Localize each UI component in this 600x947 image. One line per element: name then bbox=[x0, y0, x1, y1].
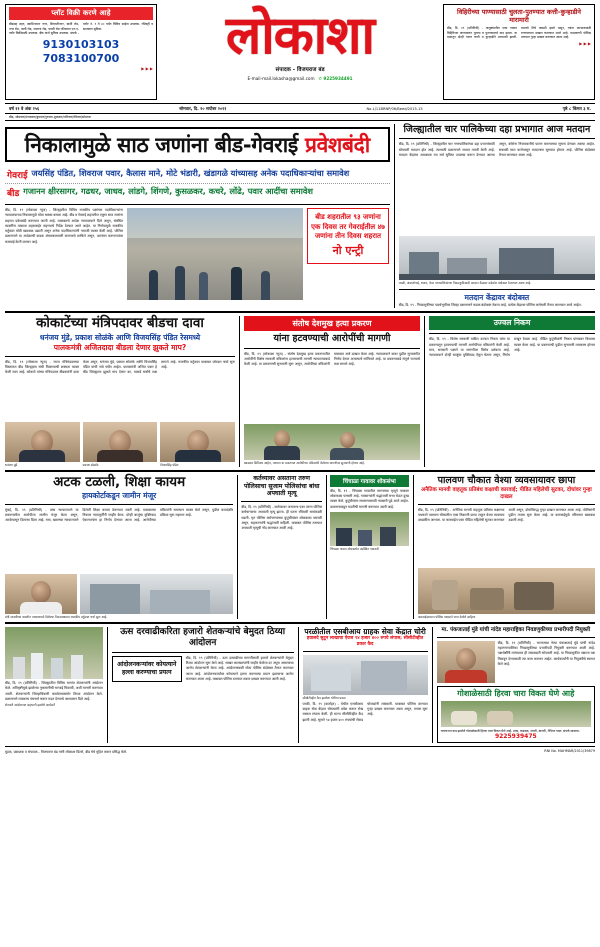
band3-col2-sub: हवालदे सुटून लाखाचा ऐवज ९४ हजार ४०० रुपये लंपास; सीसीटीव्हीत प्रकार कैद bbox=[306, 636, 424, 647]
bottom-ad-body: गायरानात वाढ झालेले गोशाळेसाठी हिरवा चारा विकत घेणे आहे. मका, कडवळ, ज्वारी, बाजरी, नेपियर गवत. संपर्क साधावा. bbox=[440, 728, 580, 733]
lead-noentry: नो एन्ट्री bbox=[332, 244, 364, 258]
contact-line bbox=[157, 76, 443, 81]
mid-center-kicker: संतोष देशमुख हत्या प्रकरण bbox=[244, 316, 420, 331]
band2-left-story bbox=[5, 475, 233, 619]
band3-left-photo bbox=[5, 627, 103, 679]
mid-left-portraits bbox=[5, 422, 235, 467]
mid-center-story bbox=[239, 316, 420, 467]
mid-center-headline: यांना हटवण्याची आरोपींची मागणी bbox=[273, 333, 391, 345]
lead-redbox-text: बीड शहरातील ९३ जणांना एक दिवस तर गेवराईतील ४७ जणांना तीन दिवस शहरात bbox=[311, 213, 385, 241]
band2-left-subhead: हायकोर्टाकडून जामीन मंजूर bbox=[82, 491, 157, 501]
band3-right-headline: मा. पंकजाताई मुंडे यांची नांदेड महाराष्ट्रिका निवडणुकीच्या प्रभारीपदी नियुक्ती bbox=[441, 627, 591, 634]
band3-col2 bbox=[298, 627, 428, 743]
editor-line: संपादक - विजयराज बंड bbox=[275, 67, 325, 74]
band3-right bbox=[432, 627, 595, 743]
top-right-photo bbox=[399, 236, 595, 280]
lead-headline-accent: प्रवेशबंदी bbox=[304, 133, 370, 157]
lead-photo-wrap bbox=[127, 208, 303, 300]
band2-left-headline: अटक टळली, शिक्षा कायम bbox=[53, 473, 186, 490]
band3-col2-body: परळी, दि. १९ (वार्ताहर) - येथील एसबीआय ग्राहक सेवा केंद्रात चोरट्यांनी प्रवेश करून रोख रक्कम लंपास केली. ही घटना सीसीटीव्हीत कैद झाली आहे. सुमारे ९४ हजार ४०० रुपयांची रोकड चोरट्यांनी लांबवली. याबाबत पोलिस ठाण्यात गुन्हा दाखल करण्यात आला असून, तपास सुरू आहे. bbox=[302, 701, 428, 722]
portrait-3 bbox=[160, 422, 235, 462]
issue-volume: वर्ष ११ वे अंक २५६ bbox=[9, 105, 40, 111]
lead-subheads bbox=[5, 166, 390, 201]
band3-right-body: बीड, दि. १९ (प्रतिनिधी) - भाजपच्या नेत्या पंकजाताई मुंडे यांची नांदेड महानगरपालिका निवडणुकीच्या प्रभारीपदी नियुक्ती करण्यात आली आहे. पक्षश्रेष्ठींनी त्यांच्यावर ही जबाबदारी सोपवली आहे. या निवडणुकीत पक्षाला यश मिळवून देण्यासाठी त्या काम करणार आहेत. कार्यकर्त्यांनी या नियुक्तीचे स्वागत केले आहे. bbox=[497, 640, 595, 666]
band2-right-caption: कारवाईदरम्यान पोलिस पथकाने जप्त केलेले साहित्य bbox=[417, 614, 476, 619]
band3-center-box: आंदोलनकऱ्यांवर कोयत्याने हल्ला करण्याचा प्रयत्न bbox=[112, 656, 182, 682]
masthead bbox=[5, 4, 595, 100]
lead-photo bbox=[127, 208, 303, 300]
top-right-subbody: बीड, दि. १९ - निवडणुकीच्या पार्श्वभूमीवर जिल्हा प्रशासनाने कडक बंदोबस्त ठेवला आहे. प्रत्येक केंद्रावर पोलिस कर्मचारी तैनात करण्यात आले आहेत. bbox=[398, 303, 582, 308]
portrait-1 bbox=[5, 422, 80, 462]
band2-col1-body: बीड, दि. १९ (प्रतिनिधी) - कर्तव्यावर असताना एका तरुण पोलिस कर्मचाऱ्याचा अपघाती मृत्यू झाला. ही घटना रविवारी सायंकाळी घडली. मृत पोलिस कर्मचाऱ्याच्या कुटुंबीयांवर शोककळा पसरली असून, सहकाऱ्यांनी श्रद्धांजली वाहिली. याबाबत पोलिस ठाण्यात अपघाती मृत्यूची नोंद करण्यात आली आहे. bbox=[241, 505, 323, 531]
issue-date: सोमवार, दि. २० सप्टेंबर २०२१ bbox=[179, 105, 227, 111]
mid-center-caption: खासदार सिनिअर आहेत, न्यायात या प्रकरणात आरोपींच्या वकिलांनी केलेल्या मागणीवर सुनावणी होणार आहे. bbox=[244, 460, 365, 465]
lead-sub-text-beed: गजानन क्षीरसागर, गढधर, जाधव, लांडगे, शिंगणे, कुसळकर, कचरे, लोंढे, पवार आदींचा समावेश bbox=[23, 186, 313, 197]
band3-center-headline: ऊस दरवाढीकरिता हजारो शेतकऱ्यांचे बेमुदत ठिय्या आंदोलन bbox=[120, 627, 286, 648]
lead-region bbox=[5, 124, 595, 308]
band2-col2-body: बीड, दि. १९ - चिंचाळा गावातील तरुणाच्या मृत्यूने गावावर शोककळा पसरली आहे. गावकऱ्यांनी श्रद्धांजली सभा घेऊन दुःख व्यक्त केले. कुटुंबीयांना सावरण्यासाठी गावकरी पुढे आले आहेत. प्रशासनाकडून मदतीची मागणी करण्यात आली आहे. bbox=[330, 488, 409, 509]
issue-regd: No-L/11BRNP/06/Beed/2015-15 bbox=[366, 106, 423, 111]
mid-band bbox=[5, 316, 595, 467]
lead-sub-tag-gevrai: गेवराई bbox=[7, 171, 28, 182]
band3-center-body: बीड, दि. १९ (प्रतिनिधी) - ऊस दरवाढीच्या मागणीसाठी हजारो शेतकऱ्यांनी बेमुदत ठिय्या आंदोलन सुरू केले आहे. साखर कारखान्यांनी जाहीर केलेला दर अपुरा असल्याचा आरोप शेतकऱ्यांनी केला आहे. आंदोलनस्थळी मोठा पोलिस बंदोबस्त तैनात करण्यात आला आहे. आंदोलनकर्त्यांवर कोयत्याने हल्ला करण्याचा प्रयत्न झाल्याचा आरोप करण्यात आला आहे. याबाबत पोलिस ठाण्यात तक्रार दाखल करण्यात आली आहे. bbox=[185, 655, 294, 681]
masthead-center bbox=[157, 4, 443, 100]
portrait-1-name: धनंजय मुंडे bbox=[5, 462, 18, 467]
band3-left-body: बीड, दि. १९ (प्रतिनिधी) - जिल्ह्यातील विविध भागांत शेतकऱ्यांनी आंदोलन केले. अतिवृष्टीमुळे झालेल्या नुकसानीची भरपाई मिळावी, अशी मागणी करण्यात आली. शेतकऱ्यांनी जिल्हाधिकारी कार्यालयासमोर ठिय्या आंदोलन केले. प्रशासनाने लवकरच पंचनामे करून मदत देण्याचे आश्वासन दिले आहे. bbox=[5, 681, 103, 701]
mid-left-subhead: धनंजय मुंडे, प्रकाश सोळंके आणि विजयसिंह पंडित रेसमध्ये bbox=[39, 332, 201, 342]
portrait-2-name: प्रकाश सोळंके bbox=[82, 462, 99, 467]
lead-sub-row-2 bbox=[5, 184, 390, 201]
issue-strip bbox=[5, 103, 595, 114]
footer-rni: RNI No. MAHMAR/2011/39879 bbox=[544, 748, 595, 753]
lead-headline bbox=[11, 133, 384, 157]
band2-right-headline: पालवण चौकात वेश्या व्यवसायावर छापा bbox=[437, 474, 576, 486]
right-ad-headline: विहिरीच्या पाण्यासाठी चुलता-पुतण्यात कत्ती-कुन्हाडीने मारामारी bbox=[457, 8, 581, 24]
band2-col1 bbox=[237, 475, 322, 619]
masthead-left-ad bbox=[5, 4, 157, 100]
masthead-right-ad bbox=[443, 4, 595, 100]
band2-right-story bbox=[413, 475, 595, 619]
portrait-3-name: विजयसिंह पंडित bbox=[160, 462, 179, 467]
bottom-ad-title: गोशाळेसाठी हिरवा चारा विकत घेणे आहे bbox=[457, 688, 575, 698]
mid-left-story bbox=[5, 316, 235, 467]
band3-right-photo bbox=[437, 641, 495, 683]
band2-col2-kicker: चिंचाळा गावावर शोकसंभा bbox=[330, 475, 409, 487]
right-ad-body: बीड, दि. १९ (प्रतिनिधी) - तालुक्यातील एका गावात विहिरीच्या पाण्यावरुन चुलता व पुतण्यामध्ये वाद झाला. या वादातून दोन्ही गटात कत्ती व कुन्हाडीने मारामारी झाली. यामध्ये तिघे जखमी झाले असून, त्यांना उपचारासाठी रुग्णालयात दाखल करण्यात आले आहे. याप्रकरणी पोलिस ठाण्यात गुन्हा दाखल करण्यात आला आहे. bbox=[447, 26, 591, 40]
lead-redbox bbox=[307, 208, 389, 264]
page-footer bbox=[5, 746, 595, 754]
band2 bbox=[5, 475, 595, 619]
issue-pages-price: पृष्ठे ८ किंमत ३ रु. bbox=[562, 105, 591, 111]
band2-col2-photo bbox=[330, 512, 409, 546]
mid-right-story bbox=[424, 316, 595, 467]
mid-left-body: बीड, दि. १९ (लोकाशा न्यूज) - राज्य मंत्रिमंडळाच्या विस्तारात बीड जिल्ह्याला संधी मिळण्याची शक्यता व्यक्त केली जात आहे. कोकाटे यांच्या मंत्रिपदावर बीडकरांनी दावा केला असून, धनंजय मुंडे, प्रकाश सोळंके आणि विजयसिंह पंडित यांची नावे चर्चेत आहेत. पालकमंत्री अजित पवार हे बीड जिल्ह्याला झुकते माप देणार का, याकडे सर्वांचे लक्ष लागले आहे. राजकीय वर्तुळात याबाबत जोरदार चर्चा सुरू आहे. bbox=[5, 359, 235, 375]
mid-center-body: बीड, दि. १९ (लोकाशा न्यूज) - संतोष देशमुख हत्या प्रकरणातील आरोपींनी विशेष सरकारी वकिलांना हटवण्याची मागणी न्यायालयाकडे केली आहे. या प्रकरणाची सुनावणी सुरू असून, आरोपींच्या वकिलांनी याबाबत अर्ज दाखल केला आहे. न्यायालयाने यावर पुढील सुनावणीत निर्णय देणार असल्याचे सांगितले आहे. या प्रकरणाकडे संपूर्ण राज्याचे लक्ष लागले आहे. bbox=[244, 351, 420, 367]
mid-right-headline: उज्वल निकम bbox=[429, 316, 595, 330]
band2-left-photo-2 bbox=[80, 574, 233, 614]
band3-left-caption: शेतकरी आंदोलनात सहभागी झालेले कार्यकर्ते bbox=[5, 703, 55, 708]
left-ad-phone-2: 7083100700 bbox=[42, 52, 120, 66]
whatsapp-number: 9225934491 bbox=[323, 76, 353, 82]
band2-right-subhead: अनैतिक मानवी वाहतूक प्रतिबंध कक्षाची कारवाई; पीडित महिलेची सुटका, दोघांवर गुन्हा दाखल bbox=[421, 487, 592, 501]
band3-col2-photo bbox=[303, 655, 428, 695]
top-right-subheadline: मतदान केंद्रावर बंदोबस्त bbox=[464, 292, 530, 302]
band2-right-photo bbox=[418, 568, 595, 614]
mid-left-headline: कोकाटेंच्या मंत्रिपदावर बीडचा दावा bbox=[36, 315, 204, 332]
top-right-caption: परळी, अंबाजोगाई, धारूर, केज नगरपालिकांच्या निवडणुकीसाठी मतदान केंद्रावर कडेकोट बंदोबस्त ठेवण्यात आला आहे. bbox=[398, 281, 532, 286]
issue-strip-2 bbox=[5, 114, 595, 121]
left-ad-body: बीडसह शहर, स्वामिनाथन नगर, शिवाजीनगर, बार्शी रोड, नगर रोड, पाली रोड, जालना रोड, परळी रोड परिसरात एन.ए. प्लॉट विक्रीसाठी उपलब्ध. बँक कर्ज सुविधा उपलब्ध. संपर्क - प्लॉट नं. १ ते ४० पर्यंत विविध साईज उपलब्ध. रजिस्ट्री व सातबारा सुविधा. bbox=[9, 22, 153, 36]
lead-redbox-wrap bbox=[307, 208, 389, 300]
top-right-story bbox=[394, 124, 595, 308]
lead-sub-text-gevrai: जयसिंह पंडित, शिवराज पवार, कैलास माने, मोटे भंडारी, खंडागळे यांच्यासह अनेक पदाधिकाऱ्यांचा समावेश bbox=[31, 168, 350, 179]
bottom-ad-photo bbox=[441, 701, 591, 727]
band2-left-body: मुंबई, दि. १९ (प्रतिनिधी) - उच्च न्यायालयाने या प्रकरणातील आरोपीला जामीन मंजूर केला असून, अटकेपासून दिलासा दिला आहे. मात्र, खालच्या न्यायालयाने दिलेली शिक्षा कायम ठेवण्यात आली आहे. याबाबतचा निकाल न्यायमूर्तींनी जाहीर केला. दोन्ही बाजूंचा युक्तिवाद ऐकल्यानंतर हा निर्णय देण्यात आला आहे. आरोपीच्या वकिलांनी समाधान व्यक्त केले असून, पुढील कायदेशीर प्रक्रिया सुरू राहणार आहे. bbox=[5, 507, 234, 523]
email-label: E-mail- bbox=[247, 76, 263, 82]
issue-strip-secondary: बीड, सोमवार/मंगळवार/बुधवार/गुरुवार-शुक्रवार/शनिवार/रविवार/सोमवार bbox=[9, 115, 91, 119]
left-ad-phone-1: 9130103103 bbox=[42, 37, 120, 51]
band3-col2-caption: सीसीटीव्हीत कैद झालेला चोरीचा प्रकार bbox=[302, 695, 346, 700]
band2-col1-headline: कर्तव्यावर असताना तरुण पोलिसाचा सुजाम पोलिसांचा बांधा अपघाती मृत्यू bbox=[243, 474, 320, 498]
band2-left-photo-1 bbox=[5, 574, 77, 614]
lead-sub-row-1 bbox=[5, 166, 390, 184]
whatsapp-icon: ✆ bbox=[318, 76, 323, 82]
mid-center-photo bbox=[244, 424, 420, 460]
band3 bbox=[5, 627, 595, 743]
band3-center bbox=[107, 627, 294, 743]
footer-imprint: मुद्रक, प्रकाशक व संपादक - विजयराज बंड यांनी लोकाशा प्रिंटर्स, बीड येथे मुद्रित करून प्रसिद्ध केले. bbox=[5, 749, 128, 754]
right-ad-arrow-icon: ▶ ▶ ▶ bbox=[579, 40, 591, 46]
lead-body-region bbox=[5, 208, 390, 300]
band3-left bbox=[5, 627, 103, 743]
lead-body-text: बीड, दि. १९ (लोकाशा न्यूज) - जिल्ह्यातील विविध राजकीय पक्षांच्या पदाधिकाऱ्यांना न्यायालयाच्या निकालामुळे मोठा धक्का बसला आहे. बीड व गेवराई शहरातील एकूण साठ जणांना शहरात प्रवेशबंदी करण्यात आली आहे. याबाबतचे आदेश न्यायालयाने दिले असून, संबंधित व्यक्तींना तत्काळ शहराबाहेर राहण्याचे निर्देश देण्यात आले आहेत. या निर्णयामुळे राजकीय वर्तुळात मोठी खळबळ उडाली असून अनेक पदाधिकाऱ्यांनी नाराजी व्यक्त केली आहे. पोलिस प्रशासनाने या आदेशाची कडक अंमलबजावणी करण्याचे ठरविले असून, उल्लंघन करणाऱ्यांवर कारवाई केली जाणार आहे. bbox=[5, 208, 123, 244]
mid-right-body: बीड, दि. १९ - विशेष सरकारी वकील उज्वल निकम यांना या प्रकरणातून हटवण्याची मागणी आरोपींच्या वकिलांनी केली आहे. मात्र, सरकारी पक्षाने या मागणीला विरोध दर्शवला आहे. न्यायालयाने दोन्ही बाजूंचा युक्तिवाद ऐकून घेतला असून, निर्णय राखून ठेवला आहे. पीडित कुटुंबीयांनी निकम यांच्यावर विश्वास व्यक्त केला आहे. या प्रकरणाची पुढील सुनावणी लवकरच होणार आहे. bbox=[429, 337, 595, 358]
band2-col2 bbox=[326, 475, 409, 619]
band2-col2-caption: चिंचाळा गावात शोकसभेत उपस्थित गावकरी bbox=[330, 546, 379, 551]
lead-headline-main: निकालामुळे साठ जणांना बीड-गेवराई bbox=[24, 133, 305, 157]
band2-left-caption: मंत्री व्यक्तीच्या बाबतीत न्यायालयाने दिलेल्या निकालाबाबत राजकीय वर्तुळात चर्चा सुरू आहे. bbox=[5, 614, 108, 619]
lead-sub-tag-beed: बीड bbox=[7, 189, 20, 200]
bottom-ad-phone: 9225939475 bbox=[494, 733, 537, 741]
band3-col2-headline: परळीतील एसबीआय ग्राहक सेवा केंद्रात चोरी bbox=[304, 627, 426, 637]
top-right-body: बीड, दि. १९ (प्रतिनिधी) - जिल्ह्यातील चार नगरपालिकांच्या दहा प्रभागांसाठी सोमवारी मतदान होत आहे. त्यासाठी प्रशासनाने जय्यत तयारी केली आहे. मतदान केंद्रांवर आवश्यक त्या सर्व सुविधा उपलब्ध करून देण्यात आल्या असून, कोरोना नियमावलीचे पालन करण्याच्या सूचना देण्यात आल्या आहेत. सकाळी सात वाजेपासून मतदानास सुरुवात होणार आहे. पोलिस बंदोबस्त तैनात करण्यात आला आहे. bbox=[398, 142, 595, 157]
left-ad-headline: प्लॉट विक्री करणे आहे bbox=[9, 7, 153, 20]
lead-headline-box bbox=[5, 127, 390, 162]
bottom-ad bbox=[437, 686, 595, 743]
mid-left-question: पालकमंत्री अजितदादा बीडला देणार झुकते माप? bbox=[53, 343, 187, 353]
band2-right-body: बीड, दि. १९ (प्रतिनिधी) - अनैतिक मानवी वाहतूक प्रतिबंध कक्षाच्या पथकाने पालवण चौकातील एका ठिकाणी छापा टाकून वेश्या व्यवसाय उघडकीस आणला. या कारवाईत एका पीडित महिलेची सुटका करण्यात आली असून, दोघांविरुद्ध गुन्हा दाखल करण्यात आला आहे. पोलिसांनी पुढील तपास सुरू केला आहे. या कारवाईमुळे परिसरात खळबळ उडाली आहे. bbox=[417, 507, 595, 523]
top-right-headline: जिल्ह्यातील चार पालिकेच्या दहा प्रभागात आज मतदान bbox=[403, 124, 591, 135]
paper-logo: लोकाशा bbox=[226, 6, 374, 66]
portrait-2 bbox=[83, 422, 158, 462]
lead-left bbox=[5, 124, 390, 308]
band2-left-photos bbox=[5, 574, 233, 614]
email-value: mail.lokasha@gmail.com bbox=[262, 76, 315, 82]
left-ad-arrow-icon: ▶ ▶ ▶ bbox=[141, 66, 153, 72]
